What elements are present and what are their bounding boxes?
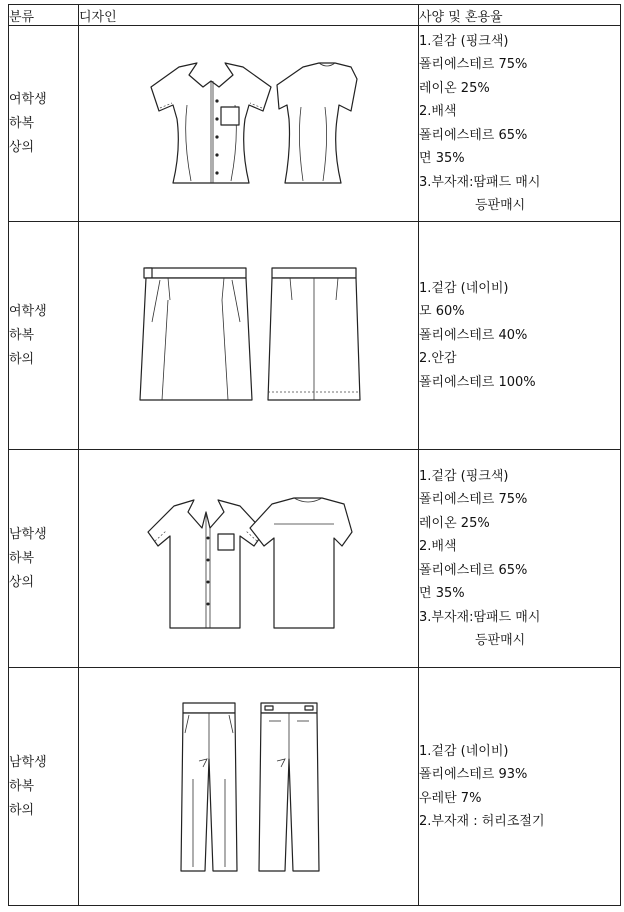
spec-line: 면 35% xyxy=(419,586,465,601)
spec-cell xyxy=(419,26,621,222)
spec-line: 폴리에스테르 65% xyxy=(419,127,528,143)
design-cell xyxy=(79,26,419,222)
spec-line: 모 60% xyxy=(419,304,465,320)
table-header-row xyxy=(9,5,621,26)
spec-line: 등판매시 xyxy=(475,198,526,213)
spec-line: 폴리에스테르 40% xyxy=(419,327,528,343)
category-cell xyxy=(9,450,79,668)
spec-line: 폴리에스테르 75% xyxy=(419,492,528,507)
spec-line: 1.겉감 (네이비) xyxy=(419,743,509,759)
category-line: 여학생 xyxy=(9,91,47,107)
spec-line: 면 35% xyxy=(419,151,465,166)
spec-line: 2.배색 xyxy=(419,539,457,554)
category-line: 상의 xyxy=(9,139,35,155)
boys-shirt-drawing-icon xyxy=(144,484,354,634)
category-cell xyxy=(9,668,79,906)
spec-line: 레이온 25% xyxy=(419,515,490,531)
spec-line: 1.겉감 (핑크색) xyxy=(419,33,509,49)
table-row-boys-bottom xyxy=(9,668,621,906)
girls-skirt-drawing-icon xyxy=(134,262,364,410)
table-row-boys-top xyxy=(9,450,621,668)
category-cell xyxy=(9,222,79,450)
design-cell xyxy=(79,668,419,906)
category-line: 하의 xyxy=(9,802,35,818)
header-spec: 사양 및 혼용율 xyxy=(419,5,621,26)
spec-line: 레이온 25% xyxy=(419,80,490,96)
spec-line: 3.부자재:땀패드 매시 xyxy=(419,609,541,625)
spec-cell xyxy=(419,222,621,450)
spec-cell xyxy=(419,668,621,906)
spec-line: 폴리에스테르 93% xyxy=(419,767,528,782)
category-line: 하복 xyxy=(9,550,35,566)
spec-line: 2.부자재 : 허리조절기 xyxy=(419,814,545,829)
category-line: 하의 xyxy=(9,351,35,367)
category-cell xyxy=(9,26,79,222)
category-line: 남학생 xyxy=(9,526,47,542)
spec-line: 등판매시 xyxy=(475,633,526,648)
spec-line: 우레탄 7% xyxy=(419,790,482,806)
spec-line: 폴리에스테르 75% xyxy=(419,57,528,72)
design-cell xyxy=(79,450,419,668)
spec-line: 1.겉감 (네이비) xyxy=(419,280,509,296)
spec-line: 1.겉감 (핑크색) xyxy=(419,468,509,484)
header-category: 분류 xyxy=(9,5,79,26)
spec-line: 3.부자재:땀패드 매시 xyxy=(419,174,541,190)
category-line: 하복 xyxy=(9,327,35,343)
spec-line: 폴리에스테르 100% xyxy=(419,374,536,390)
spec-line: 2.안감 xyxy=(419,351,457,367)
design-cell xyxy=(79,222,419,450)
category-line: 상의 xyxy=(9,574,35,590)
header-design: 디자인 xyxy=(79,5,419,26)
spec-line: 2.배색 xyxy=(419,104,457,119)
category-line: 여학생 xyxy=(9,303,47,319)
category-line: 하복 xyxy=(9,115,35,131)
spec-cell xyxy=(419,450,621,668)
category-line: 남학생 xyxy=(9,754,47,770)
table-row-girls-top xyxy=(9,26,621,222)
boys-trousers-drawing-icon xyxy=(169,699,329,875)
uniform-spec-table xyxy=(8,4,621,906)
girls-blouse-drawing-icon xyxy=(139,49,359,199)
category-line: 하복 xyxy=(9,778,35,794)
spec-line: 폴리에스테르 65% xyxy=(419,562,528,578)
table-row-girls-bottom xyxy=(9,222,621,450)
